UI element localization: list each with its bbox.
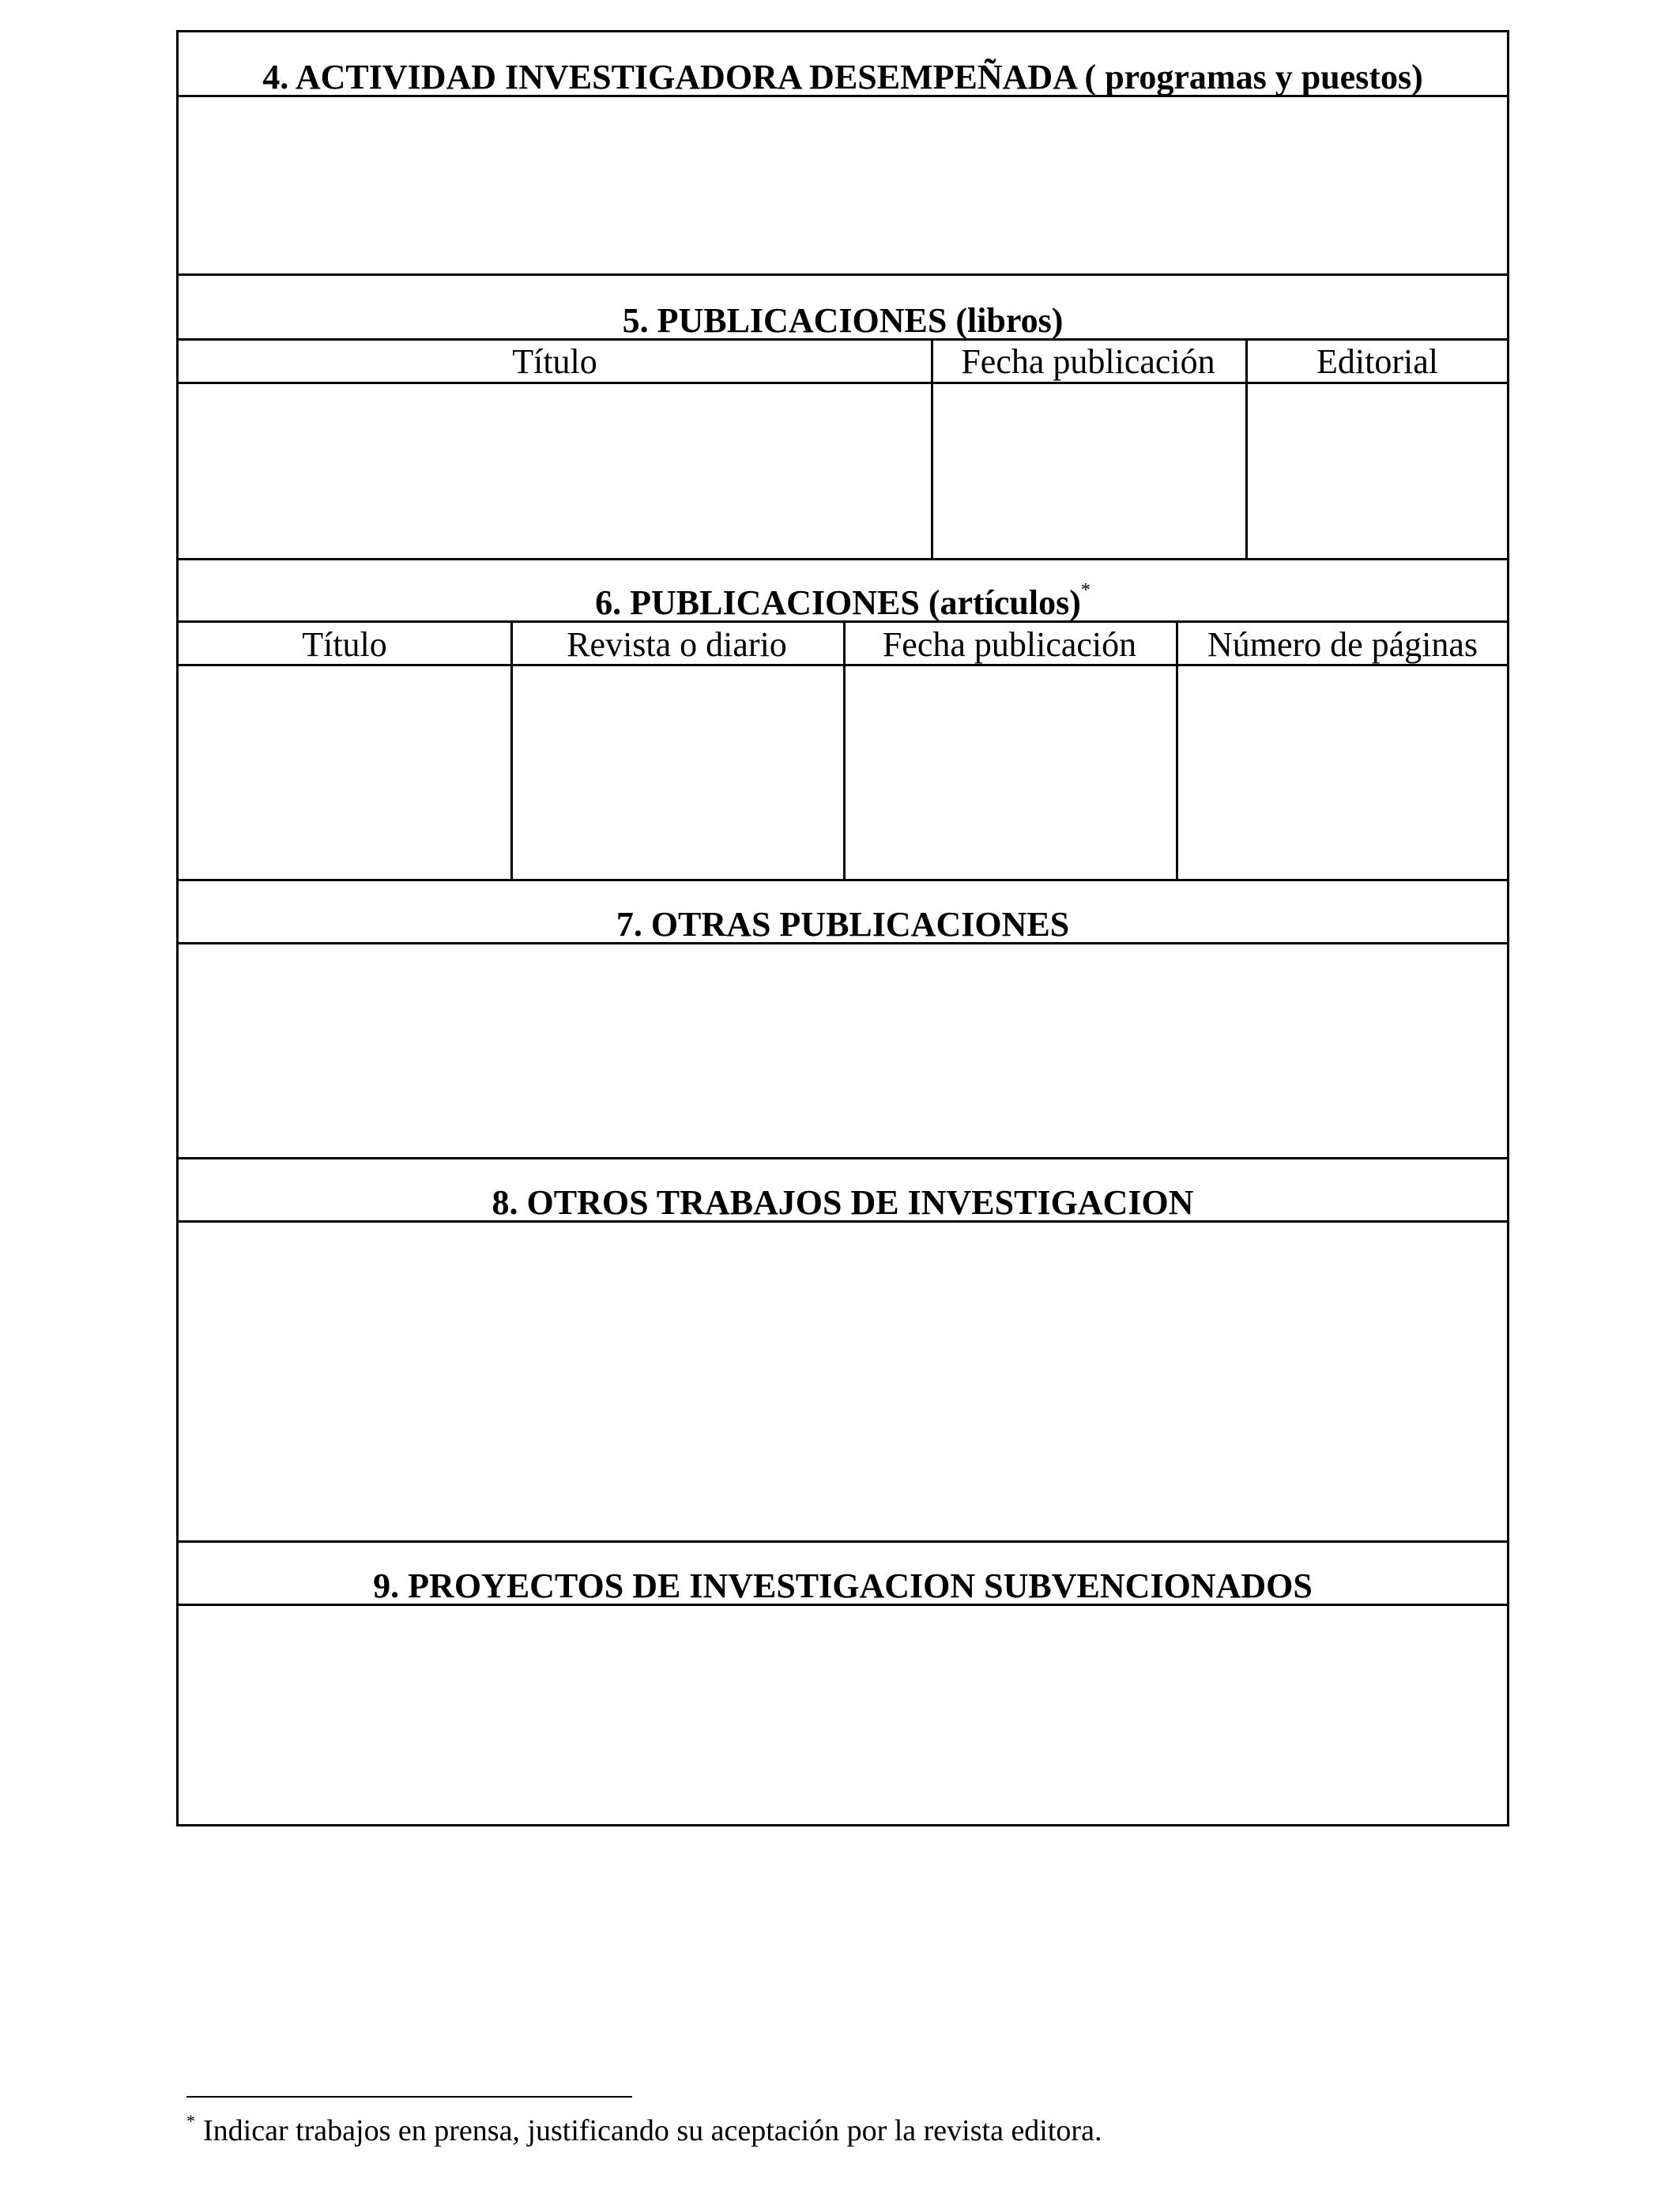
research-activity-form bbox=[176, 30, 1509, 1826]
col-header-titulo: Título bbox=[512, 342, 597, 381]
divider bbox=[179, 273, 1507, 276]
divider bbox=[179, 1157, 1507, 1159]
section-6-title bbox=[179, 580, 1507, 622]
divider bbox=[179, 558, 1507, 560]
footnote-marker: * bbox=[1080, 580, 1090, 601]
section-4-title: 4. ACTIVIDAD INVESTIGADORA DESEMPEÑADA ( programas y puestos) bbox=[262, 58, 1423, 96]
col-header-editorial: Editorial bbox=[1317, 342, 1438, 381]
articles-revista-cell[interactable] bbox=[513, 666, 843, 879]
section-8-entry-area[interactable] bbox=[179, 1223, 1507, 1540]
divider bbox=[179, 338, 1507, 341]
footnote bbox=[186, 2111, 1102, 2147]
divider bbox=[179, 879, 1507, 881]
section-4-entry-area[interactable] bbox=[179, 97, 1507, 273]
section-6-title-text: 6. PUBLICACIONES (artículos) bbox=[595, 583, 1081, 622]
section-7-title: 7. OTRAS PUBLICACIONES bbox=[616, 905, 1070, 944]
articles-titulo-cell[interactable] bbox=[179, 666, 510, 879]
books-editorial-cell[interactable] bbox=[1248, 384, 1509, 558]
divider bbox=[179, 1540, 1507, 1543]
section-8-title: 8. OTROS TRABAJOS DE INVESTIGACION bbox=[492, 1183, 1194, 1222]
col-header-titulo: Título bbox=[302, 625, 387, 664]
col-header-fecha-publicacion: Fecha publicación bbox=[961, 342, 1215, 381]
articles-paginas-cell[interactable] bbox=[1178, 666, 1509, 879]
section-7-entry-area[interactable] bbox=[179, 944, 1507, 1157]
section-9-title: 9. PROYECTOS DE INVESTIGACION SUBVENCIONADOS bbox=[373, 1566, 1313, 1605]
col-header-fecha-publicacion: Fecha publicación bbox=[882, 625, 1137, 664]
footnote-separator bbox=[186, 2096, 632, 2098]
books-fecha-cell[interactable] bbox=[933, 384, 1245, 558]
books-titulo-cell[interactable] bbox=[179, 384, 931, 558]
section-9-entry-area[interactable] bbox=[179, 1606, 1507, 1824]
footnote-marker: * bbox=[186, 2111, 195, 2131]
col-header-numero-de-paginas: Número de páginas bbox=[1207, 625, 1478, 664]
section-5-title: 5. PUBLICACIONES (libros) bbox=[622, 301, 1064, 340]
articles-fecha-cell[interactable] bbox=[846, 666, 1176, 879]
col-header-revista-o-diario: Revista o diario bbox=[567, 625, 787, 664]
footnote-text: Indicar trabajos en prensa, justificando su aceptación por la revista editora. bbox=[203, 2114, 1102, 2147]
